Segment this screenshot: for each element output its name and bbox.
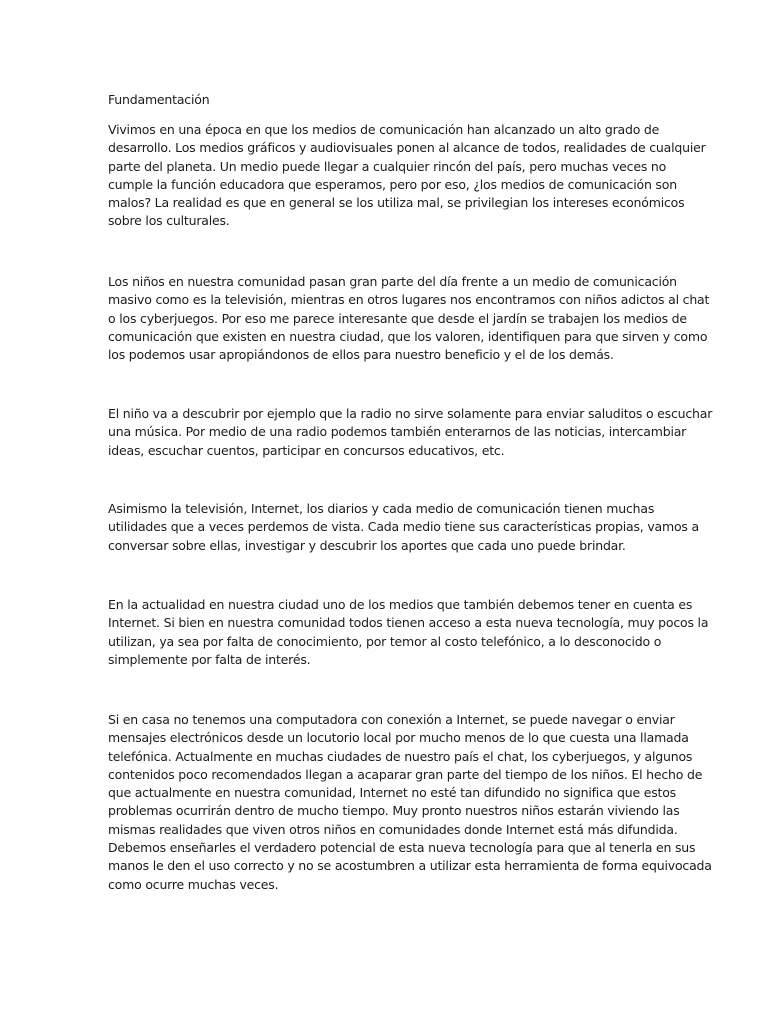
- text-line: utilidades que a veces perdemos de vista. Cada medio tiene sus características propias, vamos a: [108, 519, 699, 535]
- text-line: conversar sobre ellas, investigar y descubrir los aportes que cada uno puede brindar.: [108, 537, 626, 553]
- paragraph-5: [108, 596, 709, 669]
- text-line: ideas, escuchar cuentos, participar en concursos educativos, etc.: [108, 442, 505, 458]
- paragraph-2: [108, 273, 710, 364]
- text-line: comunicación que existen en nuestra ciudad, que los valoren, identifiquen para que sirven y como: [108, 328, 708, 344]
- text-line: Los niños en nuestra comunidad pasan gran parte del día frente a un medio de comunicación: [108, 274, 677, 289]
- text-line: Internet. Si bien en nuestra comunidad todos tienen acceso a esta nueva tecnología, muy pocos la: [108, 615, 709, 631]
- text-line: una música. Por medio de una radio podemos también enterarnos de las noticias, intercambiar: [108, 424, 687, 440]
- text-line: simplemente por falta de interés.: [108, 651, 311, 667]
- text-line: telefónica. Actualmente en muchas ciudades de nuestro país el chat, los cyberjuegos, y algunos: [108, 748, 693, 764]
- text-line: como ocurre muchas veces.: [108, 876, 279, 892]
- text-line: mismas realidades que viven otros niños en comunidades donde Internet está más difundida.: [108, 821, 678, 837]
- text-line: Asimismo la televisión, Internet, los diarios y cada medio de comunicación tienen muchas: [108, 501, 655, 516]
- text-line: utilizan, ya sea por falta de conocimiento, por temor al costo telefónico, a lo desconocido o: [108, 633, 662, 649]
- text-line: los podemos usar apropiándonos de ellos para nuestro beneficio y el de los demás.: [108, 347, 614, 363]
- text-line: parte del planeta. Un medio puede llegar a cualquier rincón del país, pero muchas veces no: [108, 158, 667, 174]
- text-line: mensajes electrónicos desde un locutorio local por mucho menos de lo que cuesta una llamada: [108, 730, 689, 746]
- text-line: contenidos poco recomendados llegan a acaparar gran parte del tiempo de los niños. El hecho de: [108, 766, 703, 782]
- text-line: masivo como es la televisión, mientras en otros lugares nos encontramos con niños adictos al chat: [108, 292, 710, 308]
- paragraph-4: [108, 500, 699, 555]
- text-line: que actualmente en nuestra comunidad, Internet no esté tan difundido no significa que estos: [108, 785, 676, 801]
- text-line: cumple la función educadora que esperamos, pero por eso, ¿los medios de comunicación son: [108, 176, 677, 192]
- text-line: Debemos enseñarles el verdadero potencial de esta nueva tecnología para que al tenerla en sus: [108, 840, 696, 856]
- text-line: manos le den el uso correcto y no se acostumbren a utilizar esta herramienta de forma equivocada: [108, 858, 712, 874]
- text-line: problemas ocurrirán dentro de mucho tiempo. Muy pronto nuestros niños estarán viviendo las: [108, 803, 680, 819]
- text-line: malos? La realidad es que en general se los utiliza mal, se privilegian los intereses económicos: [108, 195, 685, 211]
- paragraph-3: [108, 405, 713, 460]
- text-line: En la actualidad en nuestra ciudad uno de los medios que también debemos tener en cuenta es: [108, 597, 693, 612]
- text-line: desarrollo. Los medios gráficos y audiovisuales ponen al alcance de todos, realidades de cualquier: [108, 140, 706, 156]
- text-line: El niño va a descubrir por ejemplo que la radio no sirve solamente para enviar saluditos o escuchar: [108, 406, 713, 421]
- text-line: Si en casa no tenemos una computadora con conexión a Internet, se puede navegar o enviar: [108, 712, 675, 727]
- text-line: Vivimos en una época en que los medios de comunicación han alcanzado un alto grado de: [108, 122, 660, 137]
- document-heading: Fundamentación: [108, 92, 210, 107]
- paragraph-6: [108, 711, 712, 894]
- text-line: sobre los culturales.: [108, 213, 230, 229]
- paragraph-1: [108, 121, 706, 231]
- text-line: o los cyberjuegos. Por eso me parece interesante que desde el jardín se trabajen los medios de: [108, 310, 687, 326]
